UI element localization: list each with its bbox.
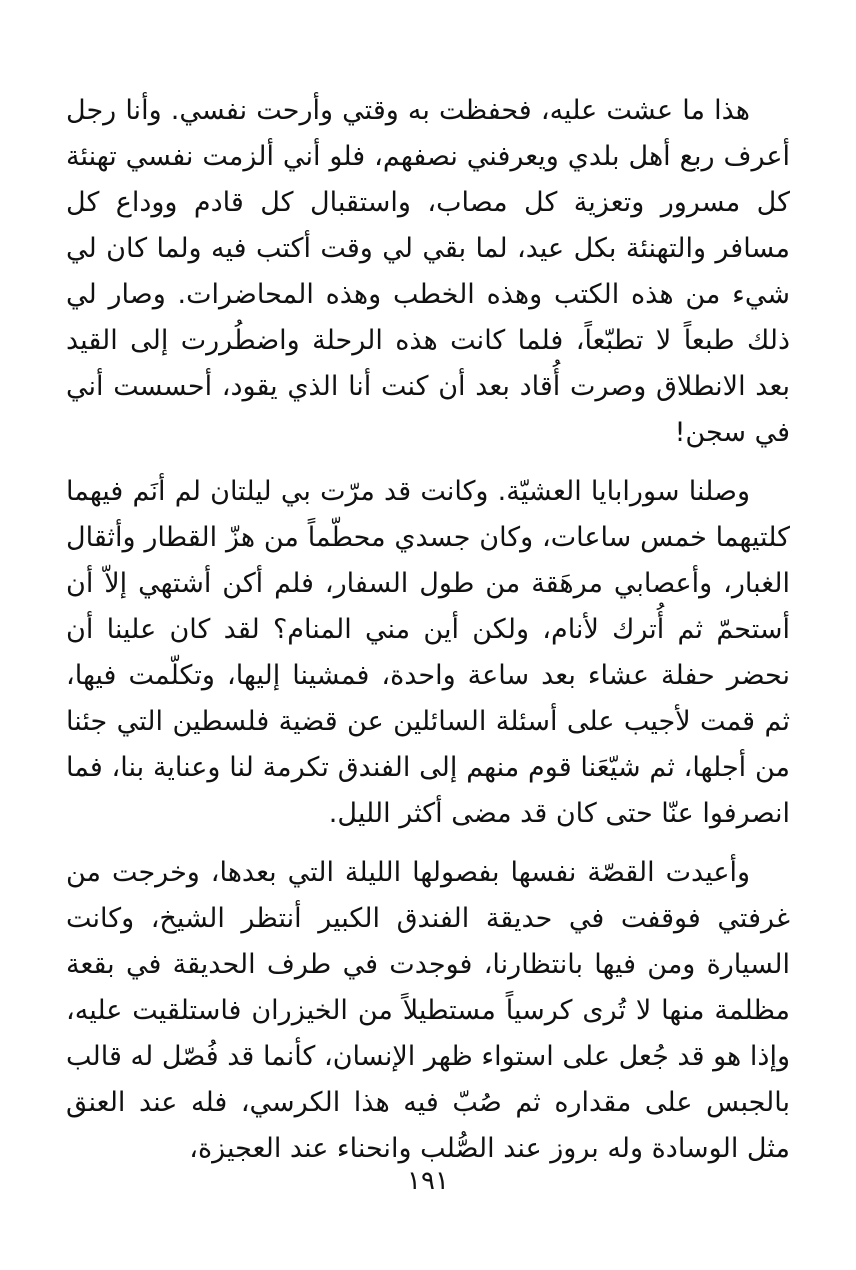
page-number: ١٩١ (407, 1166, 449, 1196)
paragraph-3: وأعيدت القصّة نفسها بفصولها الليلة التي بعدها، وخرجت من غرفتي فوقفت في حديقة الفندق الكبير أنتظر الشيخ، وكانت السيارة ومن فيها بانتظارنا، فوجدت في طرف الحديقة في بقعة مظلمة منها لا تُرى كرسياً مستطيلاً من الخيزران فاستلقيت عليه، وإذا هو قد جُعل على استواء ظهر الإنسان، كأنما قد فُصّل له قالب بالجبس على مقداره ثم صُبّ فيه هذا الكرسي، فله عند العنق مثل الوسادة وله بروز عند الصُّلب وانحناء عند العجيزة، (66, 857, 790, 1164)
body-text (66, 88, 790, 1185)
paragraph-1: هذا ما عشت عليه، فحفظت به وقتي وأرحت نفسي. وأنا رجل أعرف ربع أهل بلدي ويعرفني نصفهم، فلو أني ألزمت نفسي تهنئة كل مسرور وتعزية كل مصاب، واستقبال كل قادم ووداع كل مسافر والتهنئة بكل عيد، لما بقي لي وقت أكتب فيه ولما كان لي شيء من هذه الكتب وهذه الخطب وهذه المحاضرات. وصار لي ذلك طبعاً لا تطبّعاً، فلما كانت هذه الرحلة واضطُررت إلى القيد بعد الانطلاق وصرت أُقاد بعد أن كنت أنا الذي يقود، أحسست أني في سجن! (66, 95, 790, 448)
paragraph-2: وصلنا سورابايا العشيّة. وكانت قد مرّت بي ليلتان لم أنَم فيهما كلتيهما خمس ساعات، وكان جسدي محطّماً من هزّ القطار وأثقال الغبار، وأعصابي مرهَقة من طول السفار، فلم أكن أشتهي إلاّ أن أستحمّ ثم أُترك لأنام، ولكن أين مني المنام؟ لقد كان علينا أن نحضر حفلة عشاء بعد ساعة واحدة، فمشينا إليها، وتكلّمت فيها، ثم قمت لأجيب على أسئلة السائلين عن قضية فلسطين التي جئنا من أجلها، ثم شيّعَنا قوم منهم إلى الفندق تكرمة لنا وعناية بنا، فما انصرفوا عنّا حتى كان قد مضى أكثر الليل. (66, 476, 790, 829)
